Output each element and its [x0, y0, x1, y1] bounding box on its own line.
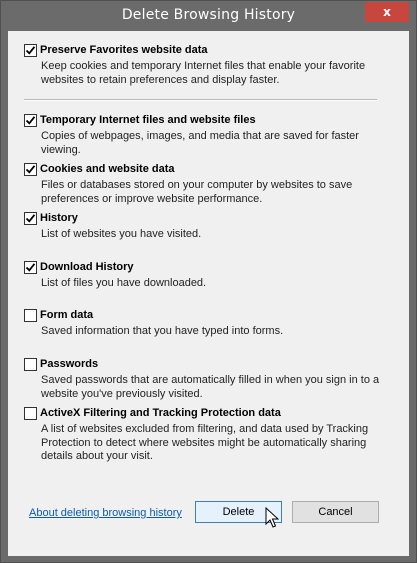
check-icon — [25, 45, 36, 56]
option-label: Cookies and website data — [40, 163, 175, 175]
option-description: A list of websites excluded from filtering, and data used by Tracking Protection to detect where websites might be automatically sharing details about your visit. — [41, 423, 369, 462]
checkbox-preserve-favorites[interactable] — [24, 44, 37, 57]
check-icon — [25, 164, 36, 175]
window-title: Delete Browsing History — [121, 7, 296, 23]
option-description: Files or databases stored on your computer by websites to save preferences or improve website performance. — [41, 179, 353, 205]
checkbox-activex-tracking[interactable] — [24, 407, 37, 420]
delete-button[interactable]: Delete — [195, 501, 282, 523]
option-label: Temporary Internet files and website files — [40, 114, 256, 126]
option-description: Saved information that you have typed into forms. — [41, 325, 284, 337]
option-label: ActiveX Filtering and Tracking Protection data — [40, 407, 281, 419]
option-label: History — [40, 212, 78, 224]
checkbox-cookies[interactable] — [24, 163, 37, 176]
option-description: Keep cookies and temporary Internet files that enable your favorite websites to retain preferences and display faster. — [41, 60, 366, 86]
checkbox-download-history[interactable] — [24, 261, 37, 274]
option-description: List of websites you have visited. — [41, 228, 202, 240]
mouse-pointer-icon — [265, 507, 279, 533]
checkbox-history[interactable] — [24, 212, 37, 225]
option-label: Download History — [40, 261, 134, 273]
about-deleting-history-link[interactable]: About deleting browsing history — [29, 507, 182, 519]
option-description: Copies of webpages, images, and media that are saved for faster viewing. — [41, 130, 359, 156]
option-description: List of files you have downloaded. — [41, 277, 207, 289]
checkbox-temporary-files[interactable] — [24, 114, 37, 127]
option-description: Saved passwords that are automatically filled in when you sign in to a website you've previously visited. — [41, 374, 380, 400]
option-label: Preserve Favorites website data — [40, 44, 208, 56]
option-label: Form data — [40, 309, 94, 321]
cancel-button[interactable]: Cancel — [292, 501, 379, 523]
dialog-content — [8, 31, 409, 556]
divider — [24, 99, 377, 101]
close-button[interactable] — [365, 2, 409, 22]
check-icon — [25, 115, 36, 126]
checkbox-form-data[interactable] — [24, 309, 37, 322]
close-icon: x — [383, 5, 391, 19]
check-icon — [25, 262, 36, 273]
option-label: Passwords — [40, 358, 99, 370]
title-bar[interactable] — [1, 1, 416, 31]
check-icon — [25, 213, 36, 224]
checkbox-passwords[interactable] — [24, 358, 37, 371]
